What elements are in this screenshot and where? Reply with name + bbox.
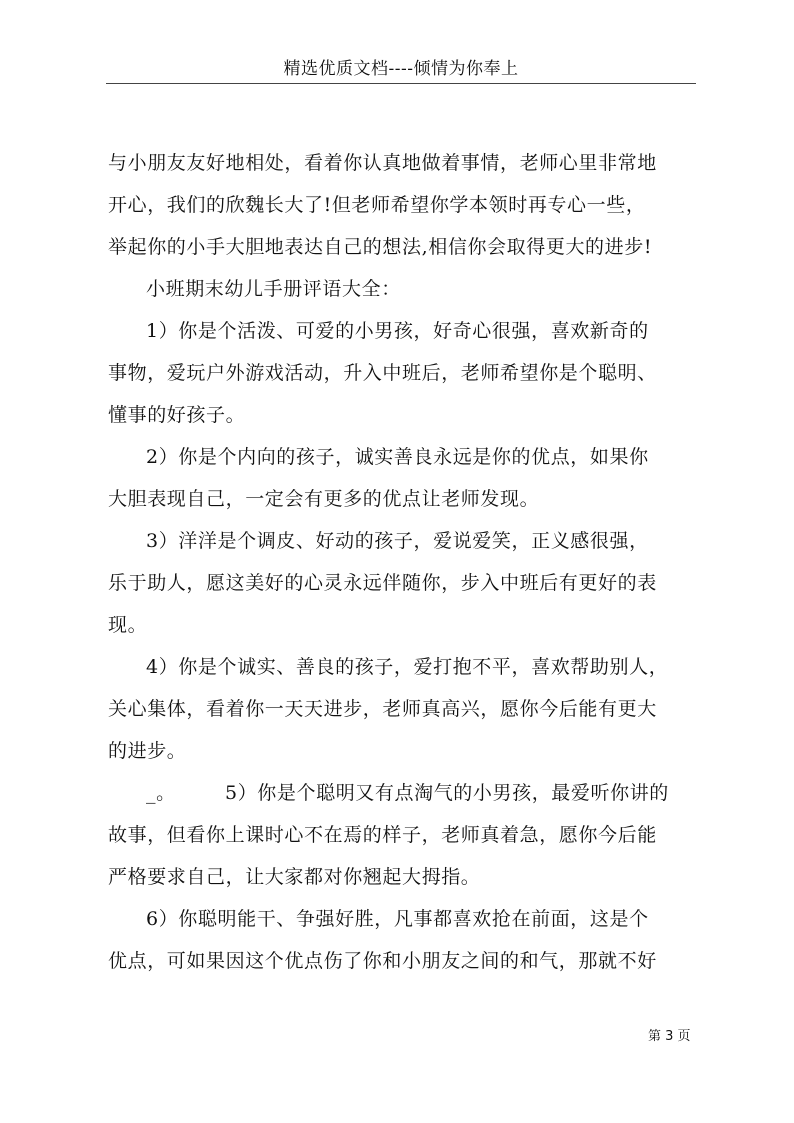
- text-line: 大胆表现自己，一定会有更多的优点让老师发现。: [108, 488, 540, 510]
- text-line: 的进步。: [108, 740, 187, 762]
- text-line: 与小朋友友好地相处，看着你认真地做着事情，老师心里非常地: [108, 152, 657, 174]
- page-header-title: 精选优质文档----倾情为你奉上: [283, 59, 519, 79]
- text-line: 6）你聪明能干、争强好胜，凡事都喜欢抢在前面，这是个: [146, 908, 649, 930]
- text-line: 优点，可如果因这个优点伤了你和小朋友之间的和气，那就不好: [108, 950, 657, 972]
- section-heading: 小班期末幼儿手册评语大全：: [146, 278, 401, 300]
- text-line: 现。: [108, 614, 148, 636]
- text-line: 开心，我们的欣魏长大了!但老师希望你学本领时再专心一些，: [108, 194, 646, 216]
- header-divider: [106, 83, 696, 84]
- text-line: 乐于助人，愿这美好的心灵永远伴随你，步入中班后有更好的表: [108, 572, 657, 594]
- text-line: 故事，但看你上课时心不在焉的样子，老师真着急，愿你今后能: [108, 824, 657, 846]
- text-line: 2）你是个内向的孩子，诚实善良永远是你的优点，如果你: [146, 446, 649, 468]
- text-line: 关心集体，看着你一天天进步，老师真高兴，愿你今后能有更大: [108, 698, 657, 720]
- page-number: 第 3 页: [648, 1029, 691, 1044]
- text-line: 懂事的好孩子。: [108, 404, 246, 426]
- text-line: 举起你的小手大胆地表达自己的想法,相信你会取得更大的进步!: [108, 236, 653, 258]
- text-line: 严格要求自己，让大家都对你翘起大拇指。: [108, 866, 481, 888]
- text-line: 1）你是个活泼、可爱的小男孩，好奇心很强，喜欢新奇的: [146, 320, 649, 342]
- text-line: _。 5）你是个聪明又有点淘气的小男孩，最爱听你讲的: [146, 782, 669, 804]
- text-line: 4）你是个诚实、善良的孩子，爱打抱不平，喜欢帮助别人，: [146, 656, 669, 678]
- text-line: 3）洋洋是个调皮、好动的孩子，爱说爱笑，正义感很强，: [146, 530, 649, 552]
- text-line: 事物，爱玩户外游戏活动，升入中班后，老师希望你是个聪明、: [108, 362, 657, 384]
- document-body: [108, 142, 703, 982]
